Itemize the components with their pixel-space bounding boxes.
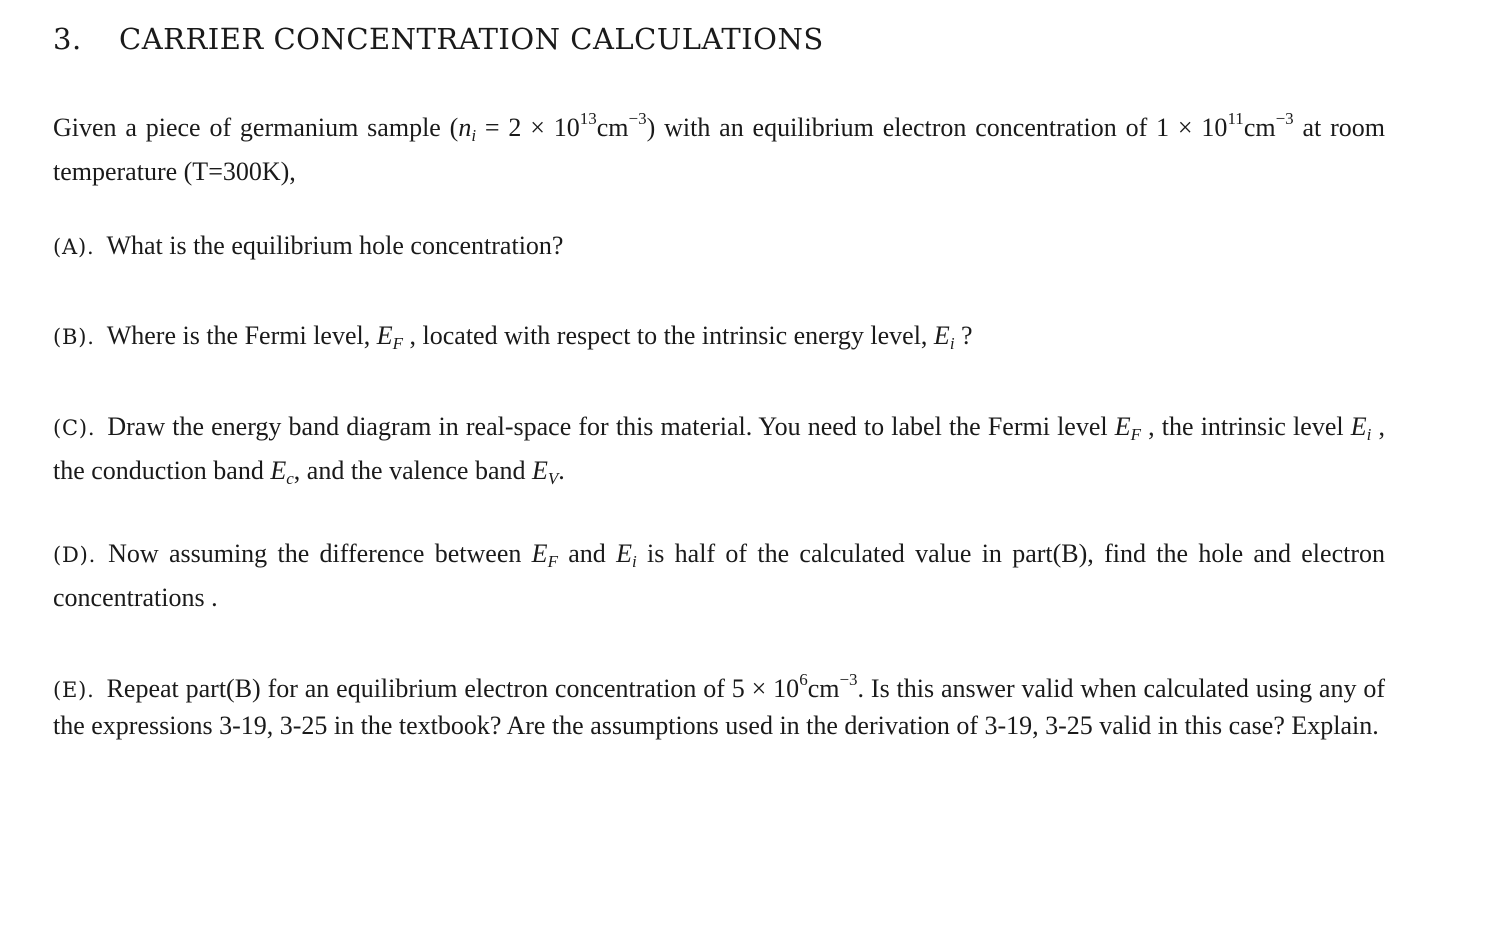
part-b-text-1: Where is the Fermi level,	[106, 321, 377, 350]
part-b-text-3: ?	[954, 321, 973, 350]
ni-subscript: i	[471, 126, 477, 145]
part-d-label: (D).	[53, 543, 97, 567]
part-d	[53, 536, 1385, 616]
section-number: 3.	[53, 22, 82, 56]
section-heading	[53, 22, 824, 56]
part-e-unit-exponent: −3	[839, 670, 858, 689]
unit-exponent-2: −3	[1275, 109, 1294, 128]
ni-exponent: 13	[579, 109, 597, 128]
ef-subscript: F	[547, 552, 558, 571]
part-c-text-1: Draw the energy band diagram in real-space for this material. You need to label the Fermi level	[107, 412, 1115, 441]
part-c-text-2: , the intrinsic level	[1141, 412, 1351, 441]
ei-subscript: i	[1366, 425, 1372, 444]
ev-subscript: V	[547, 469, 559, 488]
ef-symbol: E	[1114, 412, 1131, 441]
part-e-text-1: Repeat part(B) for an equilibrium electron concentration of 5 × 10	[106, 674, 800, 703]
part-c-label: (C).	[53, 416, 96, 440]
part-b-label: (B).	[53, 325, 95, 349]
ef-symbol: E	[376, 321, 393, 350]
part-d-text-2: and	[557, 539, 617, 568]
part-b-text-2: , located with respect to the intrinsic energy level,	[403, 321, 934, 350]
given-unit-2: cm	[1243, 113, 1276, 142]
part-d-text-3: is half of the calculated value in part(B), find the hole and electron concentrations .	[53, 539, 1385, 612]
part-e-text-2: . Is this answer valid when calculated using any of the expressions 3-19, 3-25 in the textbook? Are the assumptions used in the derivation of 3-19, 3-25 valid in this case? Explain.	[53, 674, 1385, 740]
part-e-exponent: 6	[799, 670, 808, 689]
ei-symbol: E	[933, 321, 950, 350]
part-e	[53, 662, 1385, 744]
part-c-text-3: , the conduction band	[53, 412, 1385, 485]
part-a-label: (A).	[53, 235, 95, 259]
given-text-1: Given a piece of germanium sample (	[53, 113, 459, 142]
ec-symbol: E	[270, 456, 287, 485]
given-statement	[53, 101, 1385, 190]
part-e-unit: cm	[807, 674, 840, 703]
ei-symbol: E	[616, 539, 632, 568]
n-exponent: 11	[1227, 109, 1244, 128]
part-b	[53, 318, 1385, 362]
ef-symbol: E	[531, 539, 548, 568]
unit-exponent-1: −3	[628, 109, 647, 128]
part-c	[53, 409, 1385, 497]
ef-subscript: F	[1130, 425, 1142, 444]
ei-symbol: E	[1350, 412, 1367, 441]
ni-symbol: n	[458, 113, 472, 142]
part-a	[53, 228, 1385, 265]
ef-subscript: F	[392, 334, 404, 353]
part-e-label: (E).	[53, 678, 95, 702]
given-unit-1: cm	[596, 113, 629, 142]
ei-subscript: i	[632, 552, 637, 571]
part-a-text: What is the equilibrium hole concentration?	[106, 231, 564, 260]
ev-symbol: E	[532, 456, 548, 485]
section-title: CARRIER CONCENTRATION CALCULATIONS	[119, 22, 824, 56]
given-text-4: at room temperature (T=300K),	[53, 113, 1385, 186]
ec-subscript: c	[286, 469, 294, 488]
part-c-text-4: , and the valence band	[293, 456, 533, 485]
given-text-2: = 2 × 10	[476, 113, 580, 142]
part-d-text-1: Now assuming the difference between	[108, 539, 532, 568]
given-text-3: ) with an equilibrium electron concentration of 1 × 10	[646, 113, 1228, 142]
ei-subscript: i	[949, 334, 955, 353]
part-c-text-5: .	[558, 456, 565, 485]
